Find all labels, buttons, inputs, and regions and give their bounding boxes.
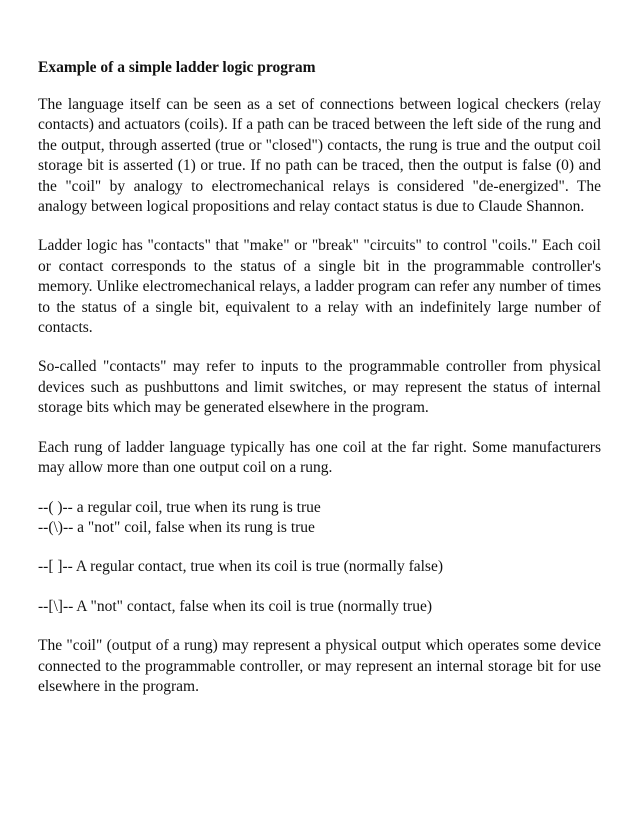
paragraph-rung-coil: Each rung of ladder language typically has one coil at the far right. Some manufacturers may allow more than one output coil on a rung. [38,438,601,477]
not-contact-line: --[\]-- A "not" contact, false when its coil is true (normally true) [38,597,433,615]
paragraph-so-called-contacts: So-called "contacts" may refer to inputs to the programmable controller from physical devices such as pushbuttons and limit switches, or may represent the status of internal storage bits which may be generated elsewhere in the program. [38,358,601,417]
paragraph-connections: The language itself can be seen as a set of connections between logical checkers (relay contacts) and actuators (coils). If a path can be traced between the left side of the rung and the output, through asserted (true or "closed") contacts, the rung is true and the output coil storage bit is asserted (1) or true. If no path can be traced, then the output is false (0) and the "coil" by analogy to electromechanical relays is considered "de-energized". The analogy between logical propositions and relay contact status is due to Claude Shannon. [38,96,601,216]
not-coil-line: --(\)-- a "not" coil, false when its rung is true [38,518,315,536]
regular-contact-line: --[ ]-- A regular contact, true when its coil is true (normally false) [38,558,444,576]
document-page [38,58,601,716]
regular-contact-definition [38,557,601,577]
coil-definitions [38,498,601,539]
not-contact-definition [38,597,601,617]
document-title: Example of a simple ladder logic program [38,59,316,76]
paragraph-contacts-coils: Ladder logic has "contacts" that "make" or "break" "circuits" to control "coils." Each coil or contact corresponds to the status of a single bit in the programmable controller's memory. Unlike electromechanical relays, a ladder program can refer any number of times to the status of a single bit, equivalent to a relay with an indefinitely large number of contacts. [38,237,601,337]
regular-coil-line: --( )-- a regular coil, true when its rung is true [38,498,321,516]
paragraph-closing: The "coil" (output of a rung) may represent a physical output which operates some device connected to the programmable controller, or may represent an internal storage bit for use elsewhere in the program. [38,637,601,695]
